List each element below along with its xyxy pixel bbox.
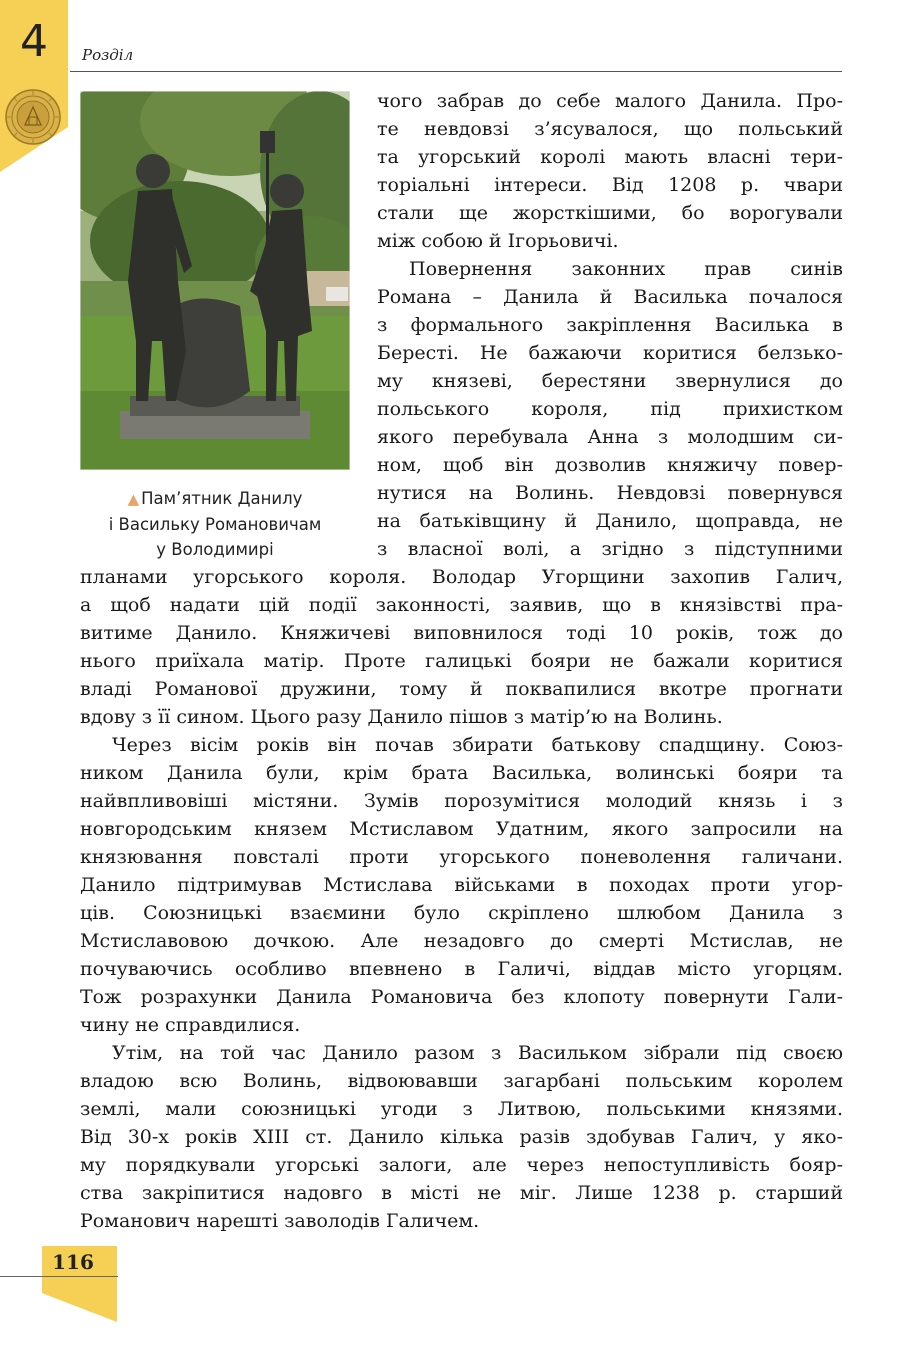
text-line: чину не справдилися.: [80, 1014, 301, 1036]
text-line: витиме Данило. Княжичеві виповнилося тоді 10 років, тож до: [80, 622, 843, 644]
chapter-number: 4: [20, 16, 48, 67]
caption-line-3: у Володимирі: [156, 540, 274, 559]
text-line: планами угорського короля. Володар Угорщини захопив Галич,: [80, 566, 843, 588]
text-line: Від 30-х років XIII ст. Данило кілька разів здобував Галич, у яко-: [80, 1126, 843, 1148]
text-line: нутися на Волинь. Невдовзі повернувся: [377, 482, 843, 504]
text-line: князювання повсталі проти угорського поневолення галичани.: [80, 846, 843, 868]
text-line: Повернення законних прав синів: [409, 258, 843, 280]
body-text-narrow: [377, 87, 843, 563]
header-divider: [70, 71, 842, 72]
caption-line-1: Пам’ятник Данилу: [141, 489, 303, 508]
text-line: на батьківщину й Данило, щоправда, не: [377, 510, 843, 532]
text-line: Данило підтримував Мстислава військами в походах проти угор-: [80, 874, 843, 896]
text-line: Утім, на той час Данило разом з Васильком зібрали під своєю: [112, 1042, 843, 1064]
section-label: Розділ: [82, 46, 134, 64]
text-line: з власної волі, а згідно з підступними: [377, 538, 843, 560]
text-line: а щоб надати цій події законності, заявив, що в князівстві пра-: [80, 594, 843, 616]
page-number: 116: [52, 1250, 94, 1274]
text-line: ців. Союзницькі взаємини було скріплено шлюбом Данила з: [80, 902, 843, 924]
text-line: з формального закріплення Василька в: [377, 314, 843, 336]
text-line: ства закріпитися надовго в місті не міг. Лише 1238 р. старший: [80, 1182, 843, 1204]
text-line: Романа – Данила й Василька почалося: [377, 286, 843, 308]
text-line: та угорський королі мають власні тери-: [377, 146, 843, 168]
text-line: новгородським князем Мстиславом Удатним, якого запросили на: [80, 818, 843, 840]
text-line: те невдовзі з’ясувалося, що польський: [377, 118, 843, 140]
text-line: му порядкували угорські залоги, але через непоступливість бояр-: [80, 1154, 843, 1176]
text-line: вдову з її сином. Цього разу Данило пішов з матір’ю на Волинь.: [80, 706, 723, 728]
text-line: стали ще жорсткішими, бо ворогували: [377, 202, 843, 224]
text-line: му князеві, берестяни звернулися до: [377, 370, 843, 392]
seal-icon: [5, 89, 61, 145]
text-line: польського короля, під прихистком: [377, 398, 843, 420]
text-line: Через вісім років він почав збирати батькову спадщину. Союз-: [112, 734, 843, 756]
text-line: чого забрав до себе малого Данила. Про-: [377, 90, 843, 112]
text-line: владі Романової дружини, тому й поквапилися вкотре прогнати: [80, 678, 843, 700]
text-line: Бересті. Не бажаючи коритися белзько-: [377, 342, 843, 364]
text-line: Тож розрахунки Данила Романовича без клопоту повернути Гали-: [80, 986, 843, 1008]
text-line: Мстиславовою дочкою. Але незадовго до смерті Мстислав, не: [80, 930, 843, 952]
text-line: ником Данила були, крім брата Василька, волинські бояри та: [80, 762, 843, 784]
text-line: торіальні інтереси. Від 1208 р. чвари: [377, 174, 843, 196]
text-line: Романович нарешті заволодів Галичем.: [80, 1210, 480, 1232]
text-line: між собою й Ігорьовичі.: [377, 230, 619, 252]
text-line: нього приїхала матір. Проте галицькі бояри не бажали коритися: [80, 650, 843, 672]
text-line: якого перебувала Анна з молодшим си-: [377, 426, 843, 448]
text-line: землі, мали союзницькі угоди з Литвою, польськими князями.: [80, 1098, 843, 1120]
footer-divider: [0, 1276, 118, 1277]
text-line: найвпливовіші містяни. Зумів порозумітися молодий князь і з: [80, 790, 843, 812]
photo-caption: [80, 486, 350, 562]
text-line: ном, щоб він дозволив княжичу повер-: [377, 454, 843, 476]
caption-line-2: і Васильку Романовичам: [108, 515, 322, 534]
text-line: почуваючись особливо впевнено в Галичі, віддав місто угорцям.: [80, 958, 843, 980]
triangle-up-icon: ▲: [127, 490, 140, 508]
body-text-full: [80, 563, 843, 1235]
monument-photo: [80, 91, 350, 470]
text-line: владою всю Волинь, відвоювавши загарбані польським королем: [80, 1070, 843, 1092]
